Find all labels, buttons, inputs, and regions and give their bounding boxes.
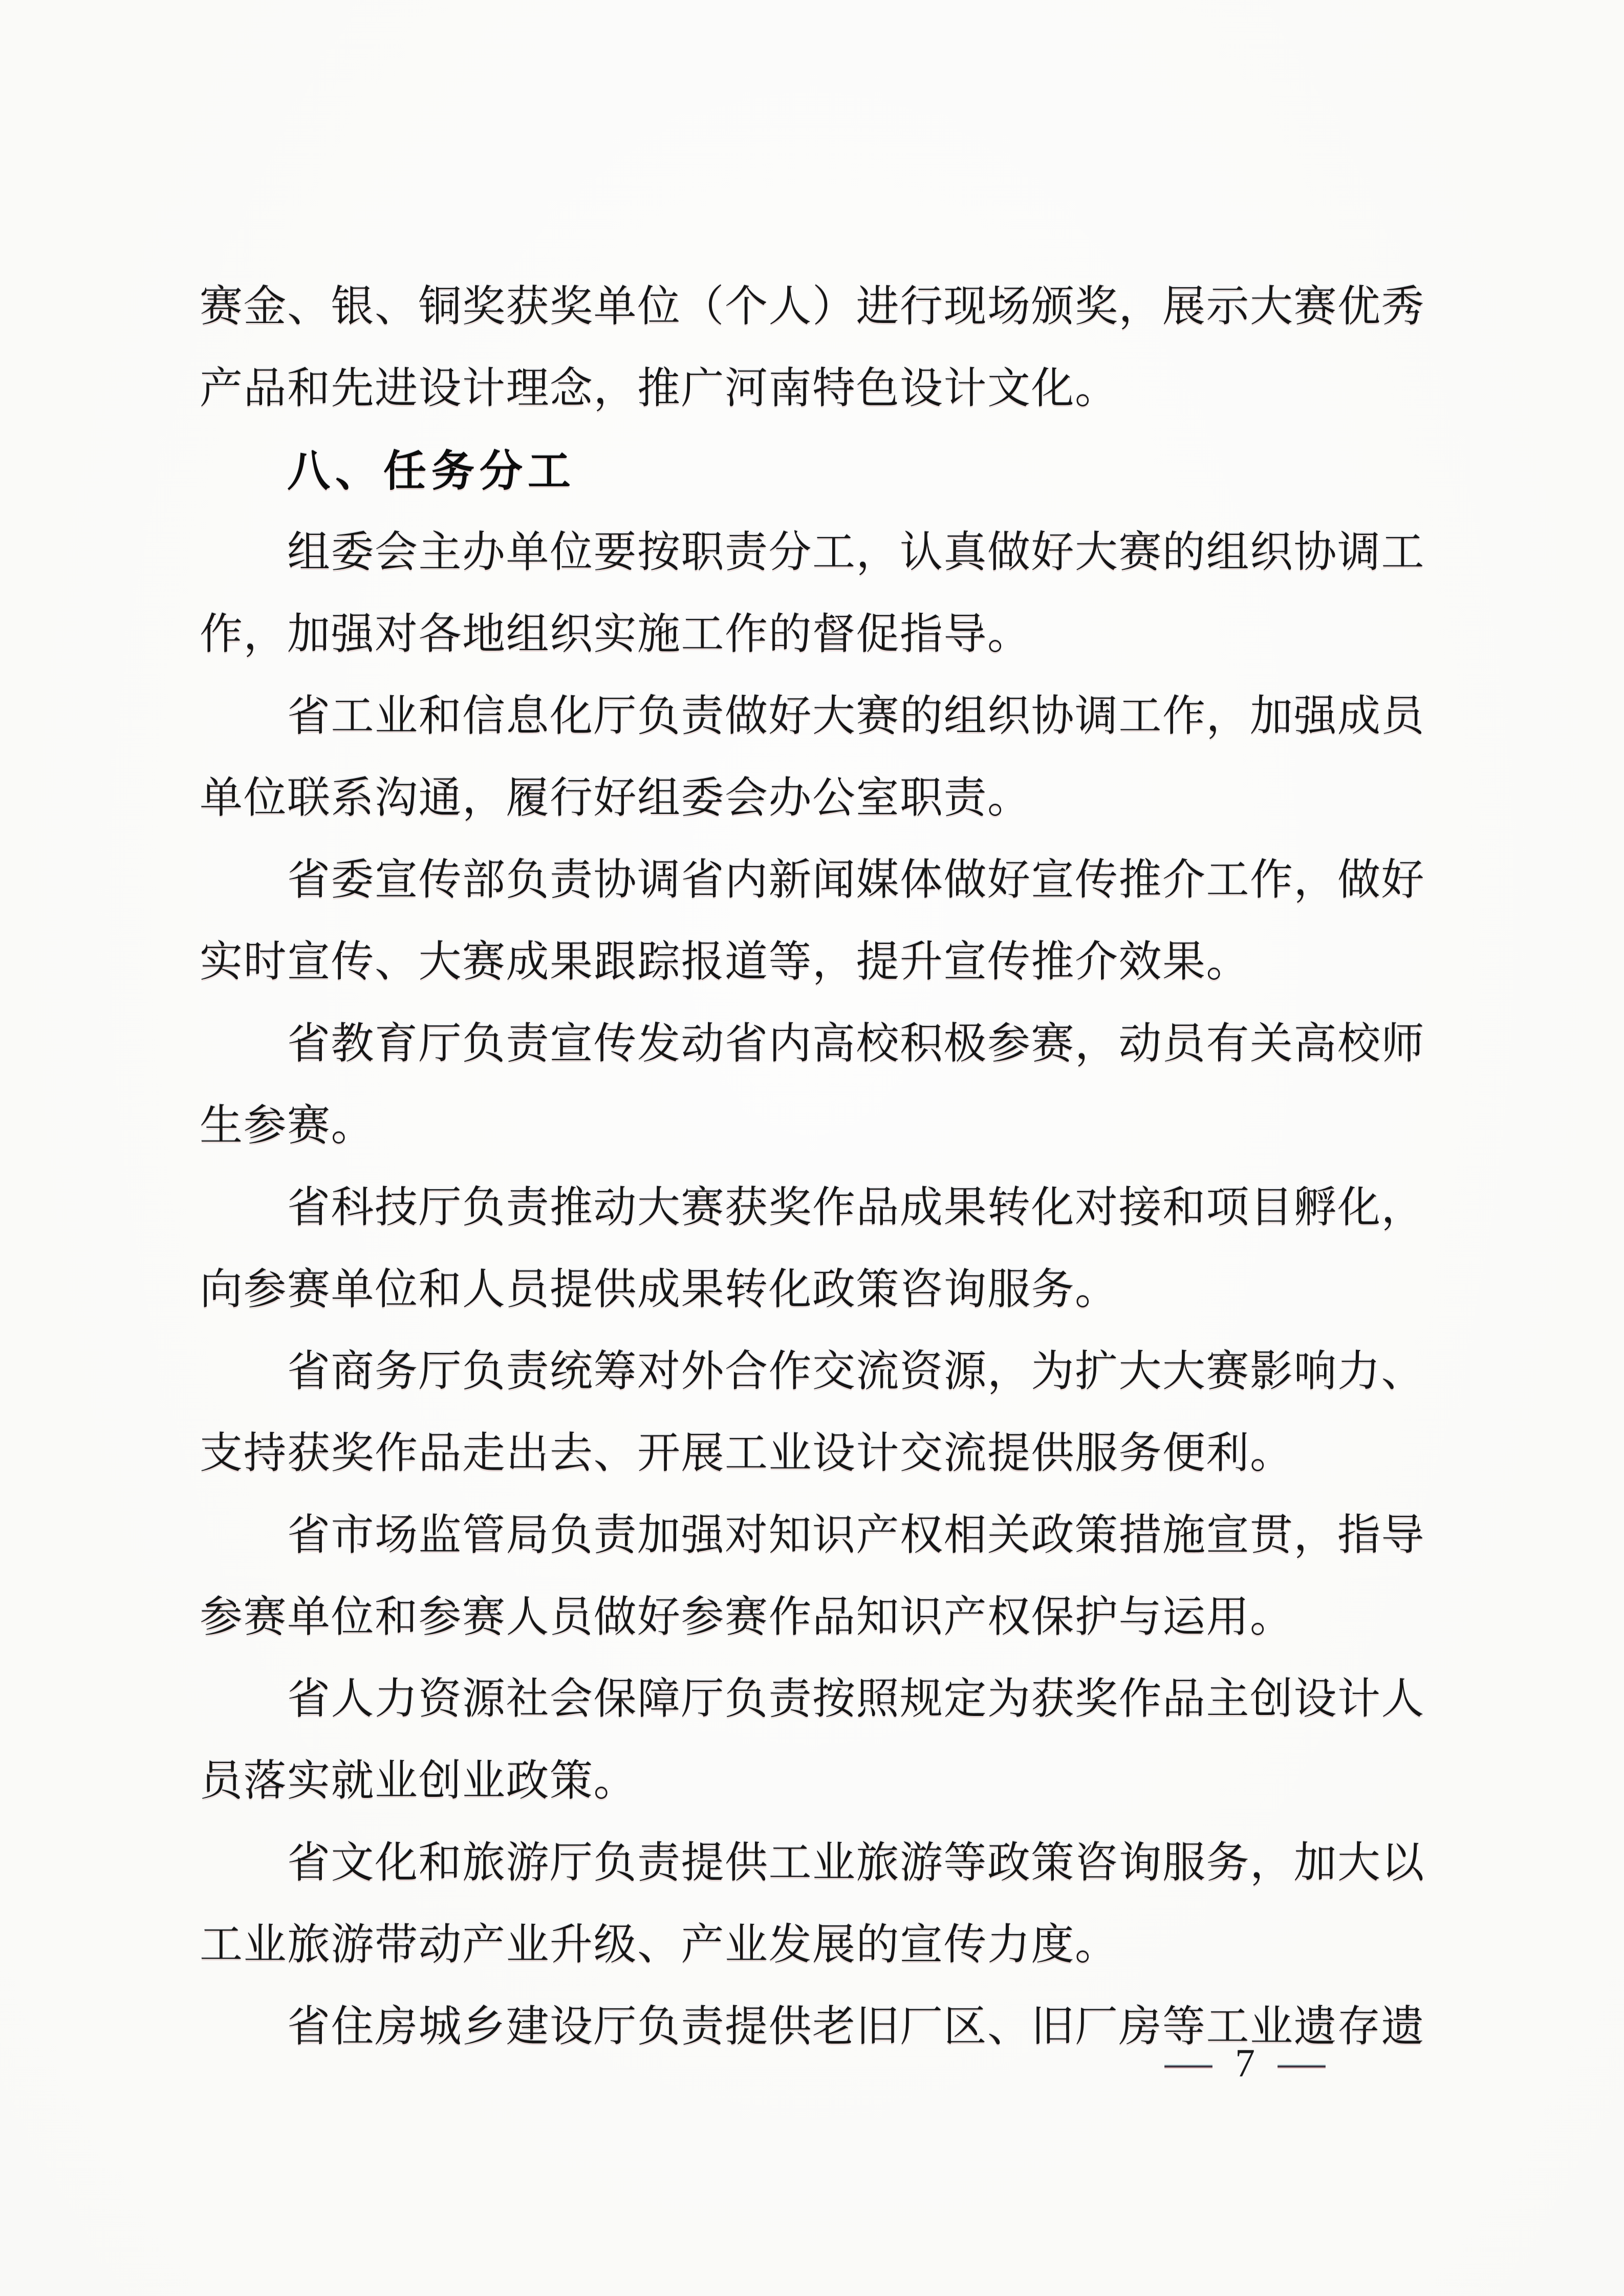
footer-dash-right: — (1277, 2042, 1326, 2084)
text-line: 向参赛单位和人员提供成果转化政策咨询服务。 (200, 1266, 1119, 1314)
text-line: 实时宣传、大赛成果跟踪报道等，提升宣传推介效果。 (200, 938, 1250, 986)
text-line: 参赛单位和参赛人员做好参赛作品知识产权保护与运用。 (200, 1594, 1294, 1641)
page-number: 7 (1235, 2041, 1255, 2085)
text-line: 省科技厅负责推动大赛获奖作品成果转化对接和项目孵化， (287, 1184, 1425, 1232)
text-line: 赛金、银、铜奖获奖单位（个人）进行现场颁奖，展示大赛优秀 (200, 283, 1425, 331)
text-line: 省工业和信息化厅负责做好大赛的组织协调工作，加强成员 (287, 693, 1425, 740)
text-line: 产品和先进设计理念，推广河南特色设计文化。 (200, 365, 1119, 413)
text-line: 省市场监管局负责加强对知识产权相关政策措施宣贯，指导 (287, 1512, 1425, 1559)
text-line: 省教育厅负责宣传发动省内高校积极参赛，动员有关高校师 (287, 1020, 1425, 1068)
text-line: 工业旅游带动产业升级、产业发展的宣传力度。 (200, 1921, 1119, 1969)
page-footer (1164, 2040, 1326, 2086)
text-line: 省商务厅负责统筹对外合作交流资源，为扩大大赛影响力、 (287, 1348, 1425, 1396)
text-line: 省文化和旅游厅负责提供工业旅游等政策咨询服务，加大以 (287, 1839, 1425, 1887)
text-line: 组委会主办单位要按职责分工，认真做好大赛的组织协调工 (287, 529, 1425, 576)
text-line: 省住房城乡建设厅负责提供老旧厂区、旧厂房等工业遗存遗 (287, 2003, 1425, 2051)
section-heading: 八、任务分工 (287, 447, 576, 495)
text-block (200, 266, 1433, 2068)
text-line: 生参赛。 (200, 1102, 375, 1150)
footer-dash-left: — (1164, 2042, 1212, 2084)
text-line: 作，加强对各地组织实施工作的督促指导。 (200, 611, 1031, 658)
text-line: 省委宣传部负责协调省内新闻媒体做好宣传推介工作，做好 (287, 856, 1425, 904)
text-line: 省人力资源社会保障厅负责按照规定为获奖作品主创设计人 (287, 1676, 1425, 1723)
text-line: 单位联系沟通，履行好组委会办公室职责。 (200, 775, 1031, 822)
text-line: 支持获奖作品走出去、开展工业设计交流提供服务便利。 (200, 1430, 1294, 1477)
text-line: 员落实就业创业政策。 (200, 1757, 638, 1805)
